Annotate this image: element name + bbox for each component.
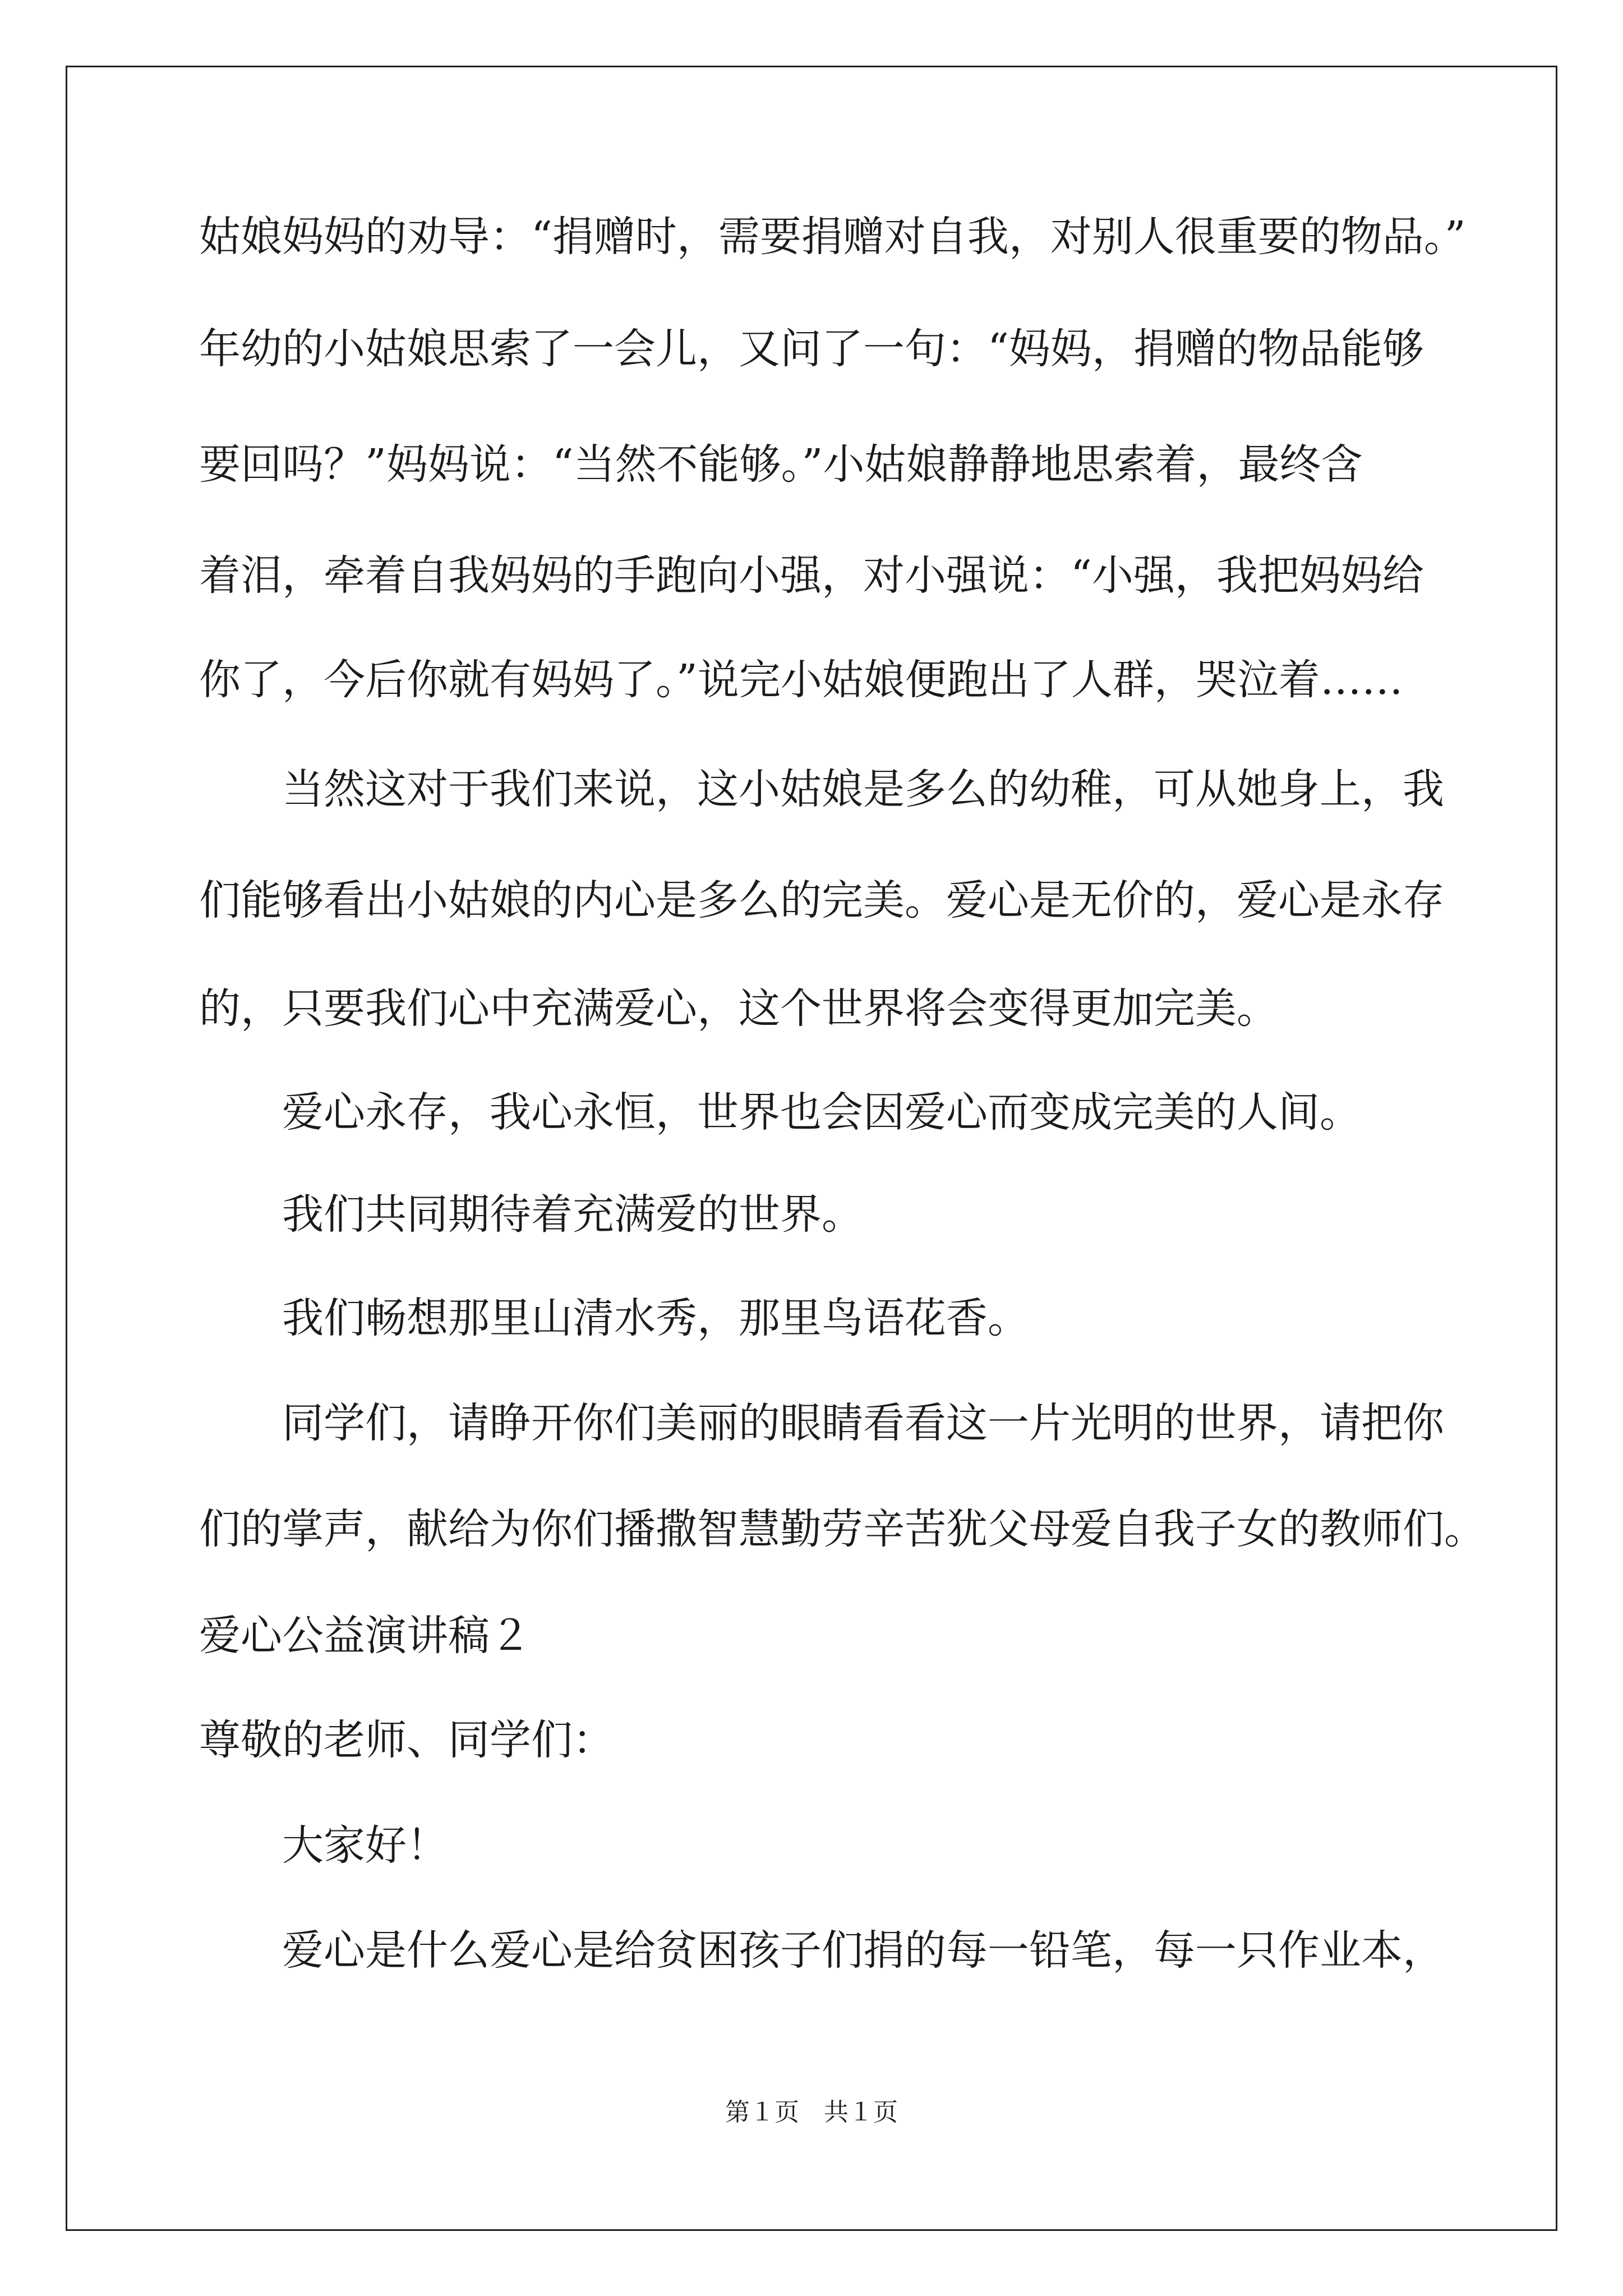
text-line-4: 着泪，牵着自我妈妈的手跑向小强，对小强说：“小强，我把妈妈给 bbox=[199, 551, 1424, 600]
text-line-13: 们的掌声，献给为你们播撒智慧勤劳辛苦犹父母爱自我子女的教师们。 bbox=[199, 1505, 1486, 1553]
salutation: 尊敬的老师、同学们： bbox=[199, 1716, 614, 1764]
page-number-footer: 第１页 共１页 bbox=[725, 2098, 898, 2127]
text-line-7: 们能够看出小姑娘的内心是多么的完美。爱心是无价的，爱心是永存 bbox=[199, 876, 1444, 924]
greeting: 大家好！ bbox=[282, 1821, 448, 1870]
text-line-12: 同学们，请睁开你们美丽的眼睛看看这一片光明的世界，请把你 bbox=[282, 1399, 1444, 1447]
text-line-6: 当然这对于我们来说，这小姑娘是多么的幼稚，可从她身上，我 bbox=[282, 765, 1444, 813]
text-line-1: 姑娘妈妈的劝导：“捐赠时，需要捐赠对自我，对别人很重要的物品。” bbox=[199, 213, 1466, 261]
section-title: 爱心公益演讲稿２ bbox=[199, 1612, 531, 1660]
text-line-17: 爱心是什么爱心是给贫困孩子们捐的每一铅笔，每一只作业本， bbox=[282, 1926, 1444, 1975]
text-line-5: 你了，今后你就有妈妈了。”说完小姑娘便跑出了人群，哭泣着…… bbox=[199, 656, 1403, 704]
text-line-8: 的，只要我们心中充满爱心，这个世界将会变得更加完美。 bbox=[199, 984, 1278, 1033]
page-border bbox=[66, 66, 1557, 2231]
text-line-9: 爱心永存，我心永恒，世界也会因爱心而变成完美的人间。 bbox=[282, 1088, 1361, 1137]
text-line-2: 年幼的小姑娘思索了一会儿，又问了一句：“妈妈，捐赠的物品能够 bbox=[199, 325, 1424, 373]
text-line-11: 我们畅想那里山清水秀，那里鸟语花香。 bbox=[282, 1294, 1029, 1342]
text-line-3: 要回吗？”妈妈说：“当然不能够。”小姑娘静静地思索着，最终含 bbox=[199, 440, 1363, 489]
text-line-10: 我们共同期待着充满爱的世界。 bbox=[282, 1190, 863, 1239]
